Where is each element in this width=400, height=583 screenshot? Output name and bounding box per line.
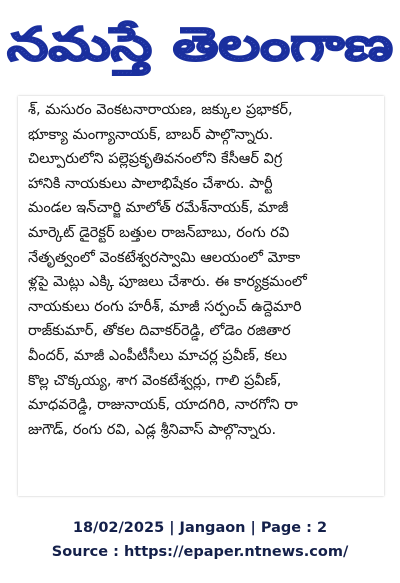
article-line: మాధవరెడ్డి, రాజునాయక్, యాదగిరి, నారగోని రా: [28, 397, 298, 414]
article-line: జుగౌడ్, రంగు రవి, ఎడ్ల శ్రీనివాస్ పాల్గొన్నారు.: [28, 421, 277, 438]
masthead: [0, 0, 400, 80]
masthead-logo: [0, 0, 400, 80]
article-line: చిల్పూరులోని పల్లెప్రకృతివనంలోని కేసీఆర్ విగ్ర: [28, 151, 283, 168]
article-line: కొల్ల చొక్కయ్య, శాగ వెంకటేశ్వర్లు, గాలి ప్రవీణ్,: [28, 372, 282, 389]
article-line: శ్, మసురం వెంకటనారాయణ, జక్కుల ప్రభాకర్,: [28, 102, 293, 118]
article-line: మార్కెట్ డైరెక్టర్ బత్తుల రాజన్‌బాబు, రంగు రవి: [28, 224, 290, 241]
article-line: నేతృత్వంలో వెంకటేశ్వరస్వామి ఆలయంలో మోకా: [28, 249, 301, 266]
article-line: నాయకులు రంగు హరీశ్, మాజీ సర్పంచ్ ఉద్దెమారి: [28, 298, 302, 315]
footer-source: Source : https://epaper.ntnews.com/: [51, 544, 349, 560]
article-line: రాజ్‌కుమార్, తోకల దివాకర్‌రెడ్డి, లోడెం రజితార: [28, 323, 291, 340]
masthead-title: నమస్తే తెలంగాణ: [7, 17, 309, 71]
article-line: భూక్యా మంగ్యానాయక్, బాబర్ పాల్గొన్నారు.: [28, 126, 274, 143]
article-line: వీందర్, మాజీ ఎంపీటీసీలు మాచర్ల ప్రవీణ్, కలు: [28, 347, 288, 364]
article-line: ళ్లపై మెట్లు ఎక్కి పూజలు చేశారు. ఈ కార్యక్రమంలో: [28, 274, 307, 291]
article-line: మండల ఇన్‌చార్జి మాలోత్ రమేశ్‌నాయక్, మాజీ: [28, 200, 289, 217]
article-line: హానికి నాయకులు పాలాభిషేకం చేశారు. పార్టీ: [28, 175, 273, 192]
footer-date-edition-page: 18/02/2025 | Jangaon | Page : 2: [72, 520, 328, 536]
article-text: [28, 98, 384, 442]
